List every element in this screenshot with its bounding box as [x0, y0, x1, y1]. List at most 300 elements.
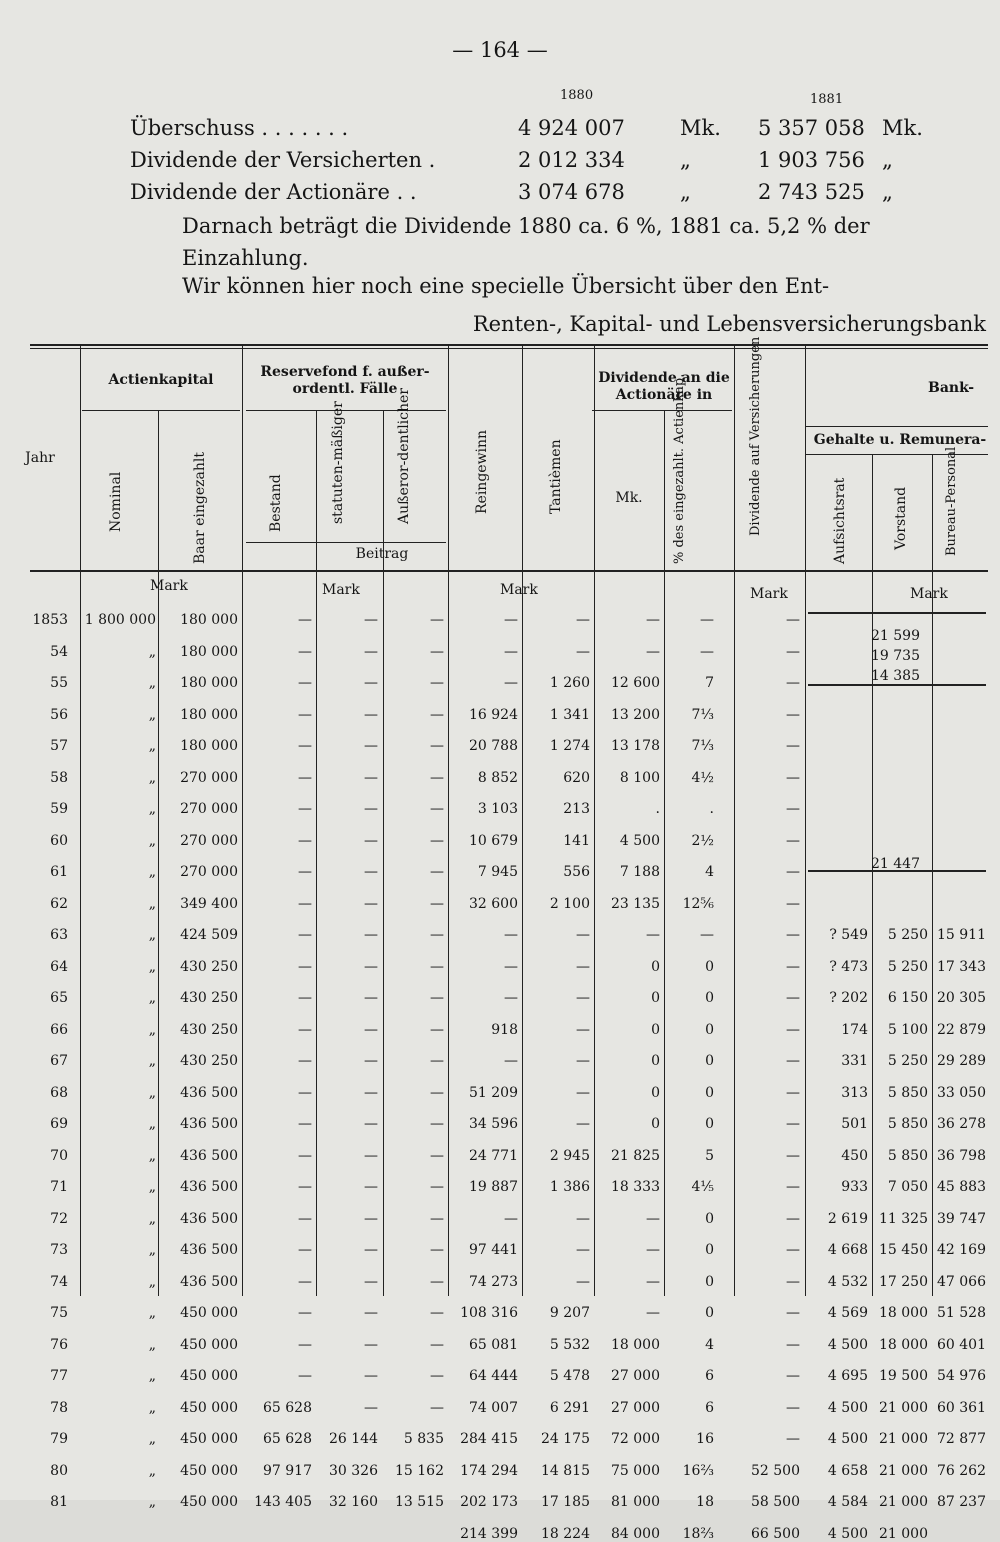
table-cell-best: — [298, 958, 312, 975]
table-cell-dvers: — [786, 958, 800, 975]
table-cell-stat: — [364, 738, 378, 754]
table-cell-best: 97 917 [263, 1462, 312, 1479]
header-tantiemen: Tantièmen [548, 439, 564, 514]
table-cell-aufs: 4 668 [827, 1242, 868, 1258]
table-cell-rein: 65 081 [469, 1336, 518, 1353]
table-cell-aufs: 4 500 [827, 1399, 868, 1416]
table-cell-rein: 918 [491, 1021, 518, 1038]
table-year: 60 [50, 832, 68, 849]
table-cell-baar: 436 500 [180, 1210, 238, 1227]
table-cell-aufs: 4 532 [827, 1273, 868, 1290]
table-cell-baar: 424 509 [180, 927, 238, 943]
table-cell-mk: 27 000 [611, 1368, 660, 1384]
table-cell-dvers: 66 500 [751, 1525, 800, 1542]
table-cell-stat: — [364, 1053, 378, 1069]
table-cell-best: — [298, 738, 312, 754]
table-cell-dvers: — [786, 832, 800, 849]
header-gehalte: Gehalte u. Remunera- [813, 432, 987, 448]
table-cell-tant: 18 224 [541, 1525, 590, 1542]
summary-unit: Mk. [882, 116, 923, 140]
table-cell-bur: 15 911 [937, 927, 986, 943]
gehalte-total: 14 385 [871, 668, 920, 684]
table-cell-best: — [298, 769, 312, 786]
table-year: 58 [50, 769, 68, 786]
table-cell-best: — [298, 1021, 312, 1038]
table-cell-best: 65 628 [263, 1399, 312, 1416]
table-cell-rein: — [504, 1210, 518, 1227]
table-cell-pct: 0 [705, 1242, 714, 1258]
table-cell-pct: 18 [696, 1494, 714, 1510]
table-cell-stat: — [364, 1084, 378, 1101]
year-1881-label: 1881 [810, 92, 844, 107]
table-cell-bur: 51 528 [937, 1305, 986, 1321]
table-year: 75 [50, 1305, 68, 1321]
table-cell-mk: 0 [651, 958, 660, 975]
table-cell-tant: 2 100 [549, 895, 590, 912]
table-cell-vorst: 21 000 [879, 1462, 928, 1479]
table-cell-pct: — [700, 643, 714, 660]
table-cell-best: — [298, 1368, 312, 1384]
table-cell-dvers: — [786, 612, 800, 628]
header-beitrag: Beitrag [355, 546, 409, 562]
table-cell-vorst: 21 000 [879, 1399, 928, 1416]
table-cell-bur: 54 976 [937, 1368, 986, 1384]
table-cell-auss: 5 835 [403, 1431, 444, 1447]
table-cell-dvers: — [786, 1179, 800, 1195]
table-cell-mk: 18 000 [611, 1336, 660, 1353]
table-cell-rein: 174 294 [460, 1462, 518, 1479]
table-cell-nom: „ [148, 1368, 156, 1384]
table-cell-stat: 30 326 [329, 1462, 378, 1479]
table-cell-nom: 1 800 000 [84, 612, 156, 628]
table-cell-baar: 270 000 [180, 832, 238, 849]
table-year: 54 [50, 643, 68, 660]
table-cell-auss: — [430, 1084, 444, 1101]
paragraph-dividende: Darnach beträgt die Dividende 1880 ca. 6 %, 1881 ca. 5,2 % der Einzahlung. [182, 214, 870, 270]
table-cell-auss: — [430, 1116, 444, 1132]
table-cell-dvers: — [786, 1368, 800, 1384]
table-cell-best: — [298, 643, 312, 660]
table-cell-rein: 74 007 [469, 1399, 518, 1416]
table-cell-aufs: 933 [841, 1179, 868, 1195]
header-reservefond: Reservefond f. außer-ordentl. Fälle [260, 364, 430, 397]
table-year: 73 [50, 1242, 68, 1258]
table-cell-auss: — [430, 1399, 444, 1416]
table-cell-baar: 450 000 [180, 1336, 238, 1353]
year-1880-label: 1880 [560, 88, 594, 103]
table-cell-best: — [298, 1179, 312, 1195]
table-cell-dvers: 58 500 [751, 1494, 800, 1510]
table-cell-best: — [298, 801, 312, 817]
table-cell-bur: 17 343 [937, 958, 986, 975]
table-cell-pct: 4⅕ [691, 1179, 714, 1195]
table-cell-vorst: 21 000 [879, 1494, 928, 1510]
table-cell-baar: 430 250 [180, 1021, 238, 1038]
table-year: 64 [50, 958, 68, 975]
table-cell-stat: — [364, 895, 378, 912]
table-cell-nom: „ [148, 1021, 156, 1038]
table-cell-vorst: 5 100 [887, 1021, 928, 1038]
table-cell-pct: 12⅚ [682, 895, 714, 912]
table-cell-pct: 0 [705, 1210, 714, 1227]
table-cell-baar: 436 500 [180, 1242, 238, 1258]
table-cell-tant: 141 [563, 832, 590, 849]
table-cell-dvers: — [786, 1116, 800, 1132]
table-cell-auss: — [430, 769, 444, 786]
table-cell-best: — [298, 1053, 312, 1069]
table-cell-baar: 270 000 [180, 769, 238, 786]
table-cell-dvers: — [786, 1242, 800, 1258]
table-cell-dvers: — [786, 1084, 800, 1101]
table-cell-pct: 4 [705, 864, 714, 880]
table-year: 76 [50, 1336, 68, 1353]
table-cell-aufs: 501 [841, 1116, 868, 1132]
table-cell-auss: — [430, 1242, 444, 1258]
table-cell-mk: 23 135 [611, 895, 660, 912]
table-cell-dvers: 52 500 [751, 1462, 800, 1479]
table-cell-stat: — [364, 990, 378, 1006]
table-cell-baar: 450 000 [180, 1462, 238, 1479]
summary-value-1880: 2 012 334 [518, 148, 625, 172]
table-cell-aufs: 4 658 [827, 1462, 868, 1479]
table-cell-tant: — [576, 1242, 590, 1258]
table-cell-rein: — [504, 958, 518, 975]
table-cell-stat: — [364, 1336, 378, 1353]
table-cell-stat: — [364, 643, 378, 660]
table-cell-bur: 29 289 [937, 1053, 986, 1069]
summary-unit: „ [882, 180, 893, 204]
table-cell-auss: 15 162 [395, 1462, 444, 1479]
table-cell-vorst: 6 150 [887, 990, 928, 1006]
table-cell-mk: 13 200 [611, 706, 660, 723]
header-baar: Baar eingezahlt [192, 452, 208, 564]
table-cell-vorst: 17 250 [879, 1273, 928, 1290]
table-cell-aufs: ? 549 [829, 927, 868, 943]
table-cell-tant: — [576, 1210, 590, 1227]
table-cell-vorst: 5 250 [887, 927, 928, 943]
table-cell-pct: 7 [705, 675, 714, 691]
summary-unit: „ [882, 148, 893, 172]
table-cell-stat: — [364, 832, 378, 849]
table-cell-baar: 450 000 [180, 1305, 238, 1321]
statistics-table [0, 336, 1000, 1542]
table-cell-best: — [298, 1084, 312, 1101]
header-actienkapital: Actienkapital [108, 372, 214, 388]
summary-value-1880: 3 074 678 [518, 180, 625, 204]
table-cell-stat: — [364, 1179, 378, 1195]
table-cell-pct: 7⅓ [691, 706, 714, 723]
table-cell-mk: — [646, 1305, 660, 1321]
table-cell-auss: — [430, 675, 444, 691]
table-cell-rein: 10 679 [469, 832, 518, 849]
table-cell-rein: 8 852 [477, 769, 518, 786]
table-cell-tant: 213 [563, 801, 590, 817]
table-cell-rein: 16 924 [469, 706, 518, 723]
table-cell-dvers: — [786, 1210, 800, 1227]
table-cell-aufs: 4 569 [827, 1305, 868, 1321]
table-cell-vorst: 11 325 [879, 1210, 928, 1227]
table-cell-dvers: — [786, 706, 800, 723]
table-cell-nom: „ [148, 864, 156, 880]
table-cell-mk: — [646, 643, 660, 660]
header-bureau-personal: Bureau-Personal [944, 446, 959, 556]
table-cell-baar: 450 000 [180, 1431, 238, 1447]
table-cell-best: — [298, 1242, 312, 1258]
table-cell-baar: 430 250 [180, 1053, 238, 1069]
table-cell-stat: — [364, 927, 378, 943]
table-cell-tant: 2 945 [549, 1147, 590, 1164]
table-cell-auss: — [430, 1147, 444, 1164]
gehalte-total: 21 599 [871, 628, 920, 644]
table-year: 57 [50, 738, 68, 754]
table-cell-bur: 42 169 [937, 1242, 986, 1258]
header-mk: Mk. [615, 490, 643, 506]
table-cell-stat: — [364, 1116, 378, 1132]
table-year: 74 [50, 1273, 68, 1290]
table-cell-aufs: 313 [841, 1084, 868, 1101]
table-cell-pct: 16⅔ [682, 1462, 714, 1479]
table-year: 56 [50, 706, 68, 723]
table-cell-auss: — [430, 927, 444, 943]
table-cell-tant: — [576, 1021, 590, 1038]
table-cell-best: 143 405 [254, 1494, 312, 1510]
table-cell-mk: 0 [651, 1084, 660, 1101]
table-cell-tant: — [576, 612, 590, 628]
header-aufsichtsrat: Aufsichtsrat [832, 477, 848, 564]
table-cell-mk: 0 [651, 1021, 660, 1038]
table-year: 67 [50, 1053, 68, 1069]
table-cell-nom: „ [148, 832, 156, 849]
table-cell-dvers: — [786, 1273, 800, 1290]
table-cell-stat: — [364, 1242, 378, 1258]
table-cell-nom: „ [148, 1242, 156, 1258]
table-cell-nom: „ [148, 958, 156, 975]
table-cell-rein: 108 316 [460, 1305, 518, 1321]
table-cell-mk: 72 000 [611, 1431, 660, 1447]
table-cell-bur: 60 361 [937, 1399, 986, 1416]
table-cell-rein: — [504, 1053, 518, 1069]
table-cell-best: — [298, 832, 312, 849]
table-cell-pct: 6 [705, 1399, 714, 1416]
table-year: 78 [50, 1399, 68, 1416]
table-cell-tant: — [576, 927, 590, 943]
table-year: 59 [50, 801, 68, 817]
table-cell-dvers: — [786, 895, 800, 912]
paragraph-uebersicht: Wir können hier noch eine specielle Übersicht über den Ent- [182, 274, 830, 298]
table-cell-pct: 4 [705, 1336, 714, 1353]
table-cell-rein: — [504, 643, 518, 660]
table-cell-mk: — [646, 1242, 660, 1258]
table-cell-nom: „ [148, 706, 156, 723]
table-cell-tant: — [576, 958, 590, 975]
table-cell-mk: 84 000 [611, 1525, 660, 1542]
table-cell-bur: 39 747 [937, 1210, 986, 1227]
header-statutenmaessiger: statuten-mäßiger [330, 401, 346, 524]
table-cell-auss: — [430, 958, 444, 975]
table-cell-tant: 1 274 [549, 738, 590, 754]
table-cell-pct: 7⅓ [691, 738, 714, 754]
table-cell-pct: 0 [705, 1084, 714, 1101]
table-cell-rein: 202 173 [460, 1494, 518, 1510]
table-cell-mk: — [646, 1273, 660, 1290]
table-cell-dvers: — [786, 1147, 800, 1164]
table-cell-mk: 12 600 [611, 675, 660, 691]
table-cell-vorst: 7 050 [887, 1179, 928, 1195]
table-year: 55 [50, 675, 68, 691]
table-cell-pct: . [709, 801, 714, 817]
table-cell-nom: „ [148, 1116, 156, 1132]
table-cell-aufs: 4 500 [827, 1431, 868, 1447]
table-cell-dvers: — [786, 927, 800, 943]
table-year: 68 [50, 1084, 68, 1101]
table-cell-tant: 5 532 [549, 1336, 590, 1353]
table-cell-vorst: 5 850 [887, 1084, 928, 1101]
table-cell-dvers: — [786, 738, 800, 754]
table-cell-aufs: 4 695 [827, 1368, 868, 1384]
table-cell-auss: — [430, 832, 444, 849]
table-cell-best: — [298, 864, 312, 880]
table-cell-mk: . [655, 801, 660, 817]
table-cell-nom: „ [148, 1305, 156, 1321]
table-cell-auss: — [430, 612, 444, 628]
table-cell-pct: 0 [705, 1273, 714, 1290]
header-nominal: Nominal [108, 471, 124, 532]
table-cell-baar: 436 500 [180, 1179, 238, 1195]
table-cell-vorst: 5 850 [887, 1116, 928, 1132]
table-cell-dvers: — [786, 1305, 800, 1321]
table-cell-rein: 7 945 [477, 864, 518, 880]
table-cell-pct: 4½ [691, 769, 714, 786]
table-cell-nom: „ [148, 1462, 156, 1479]
table-cell-auss: — [430, 801, 444, 817]
table-year: 80 [50, 1462, 68, 1479]
table-cell-aufs: ? 202 [829, 990, 868, 1006]
page-number: — 164 — [452, 38, 548, 62]
table-cell-auss: — [430, 1368, 444, 1384]
table-cell-auss: — [430, 1053, 444, 1069]
table-cell-vorst: 18 000 [879, 1336, 928, 1353]
table-cell-dvers: — [786, 1336, 800, 1353]
table-cell-baar: 180 000 [180, 738, 238, 754]
table-cell-tant: 556 [563, 864, 590, 880]
summary-value-1881: 1 903 756 [758, 148, 865, 172]
table-cell-nom: „ [148, 738, 156, 754]
table-cell-tant: — [576, 990, 590, 1006]
table-cell-pct: 18⅔ [682, 1525, 714, 1542]
summary-unit: Mk. [680, 116, 721, 140]
table-cell-nom: „ [148, 1084, 156, 1101]
table-cell-baar: 450 000 [180, 1494, 238, 1510]
table-cell-vorst: 5 850 [887, 1147, 928, 1164]
table-cell-baar: 430 250 [180, 990, 238, 1006]
table-cell-mk: 0 [651, 1116, 660, 1132]
table-cell-aufs: 331 [841, 1053, 868, 1069]
table-cell-nom: „ [148, 1053, 156, 1069]
table-cell-auss: — [430, 895, 444, 912]
table-cell-stat: — [364, 958, 378, 975]
table-cell-pct: — [700, 927, 714, 943]
summary-unit: „ [680, 180, 691, 204]
table-cell-stat: — [364, 1399, 378, 1416]
table-cell-rein: 64 444 [469, 1368, 518, 1384]
header-dividende-actionaere: Dividende an die Actionäre in [598, 370, 730, 403]
table-cell-baar: 436 500 [180, 1273, 238, 1290]
table-cell-stat: — [364, 864, 378, 880]
table-cell-best: 65 628 [263, 1431, 312, 1447]
table-cell-bur: 76 262 [937, 1462, 986, 1479]
table-cell-tant: 17 185 [541, 1494, 590, 1510]
table-cell-mk: 27 000 [611, 1399, 660, 1416]
unit-mark-reservefond: Mark [322, 582, 360, 598]
unit-mark-gewinn: Mark [500, 582, 538, 598]
table-cell-dvers: — [786, 1021, 800, 1038]
table-cell-vorst: 18 000 [879, 1305, 928, 1321]
table-cell-mk: 81 000 [611, 1494, 660, 1510]
table-year: 81 [50, 1494, 68, 1510]
table-cell-nom: „ [148, 675, 156, 691]
table-cell-tant: 620 [563, 769, 590, 786]
table-cell-nom: „ [148, 1336, 156, 1353]
table-cell-pct: 0 [705, 1021, 714, 1038]
table-cell-pct: 2½ [691, 832, 714, 849]
table-cell-nom: „ [148, 1494, 156, 1510]
table-cell-stat: — [364, 612, 378, 628]
table-cell-mk: 18 333 [611, 1179, 660, 1195]
table-cell-best: — [298, 1273, 312, 1290]
gehalte-total: 19 735 [871, 648, 920, 664]
table-cell-pct: 0 [705, 1053, 714, 1069]
table-cell-rein: 3 103 [477, 801, 518, 817]
table-cell-mk: 0 [651, 990, 660, 1006]
table-cell-rein: 97 441 [469, 1242, 518, 1258]
table-cell-rein: 34 596 [469, 1116, 518, 1132]
header-prozent-eingezahlt: % des eingezahlt. Actienkap. [672, 373, 687, 564]
table-cell-vorst: 5 250 [887, 1053, 928, 1069]
table-cell-stat: 26 144 [329, 1431, 378, 1447]
table-cell-aufs: ? 473 [829, 958, 868, 975]
summary-label: Überschuss . . . . . . . [130, 116, 349, 140]
table-cell-stat: — [364, 706, 378, 723]
table-cell-best: — [298, 895, 312, 912]
table-cell-best: — [298, 1210, 312, 1227]
table-cell-bur: 60 401 [937, 1336, 986, 1353]
header-dividende-versicherungen: Dividende auf Versicherungen [748, 336, 763, 536]
table-cell-aufs: 4 500 [827, 1336, 868, 1353]
table-cell-bur: 36 798 [937, 1147, 986, 1164]
header-ausserordentlicher: Außeror-dentlicher [396, 388, 412, 524]
table-cell-rein: — [504, 990, 518, 1006]
table-cell-auss: — [430, 990, 444, 1006]
table-cell-tant: 5 478 [549, 1368, 590, 1384]
summary-value-1880: 4 924 007 [518, 116, 625, 140]
table-cell-nom: „ [148, 801, 156, 817]
table-cell-nom: „ [148, 990, 156, 1006]
table-cell-dvers: — [786, 675, 800, 691]
bank-heading: Renten-, Kapital- und Lebensversicherungsbank [472, 312, 986, 336]
table-cell-baar: 436 500 [180, 1147, 238, 1164]
summary-value-1881: 5 357 058 [758, 116, 865, 140]
table-cell-mk: 8 100 [619, 769, 660, 786]
table-cell-baar: 349 400 [180, 895, 238, 912]
table-cell-auss: — [430, 706, 444, 723]
table-cell-tant: — [576, 1053, 590, 1069]
unit-mark-gehalte: Mark [910, 586, 948, 602]
table-cell-vorst: 21 000 [879, 1525, 928, 1542]
table-cell-auss: — [430, 1179, 444, 1195]
table-cell-tant: — [576, 1273, 590, 1290]
table-cell-best: — [298, 1116, 312, 1132]
table-cell-mk: 13 178 [611, 738, 660, 754]
